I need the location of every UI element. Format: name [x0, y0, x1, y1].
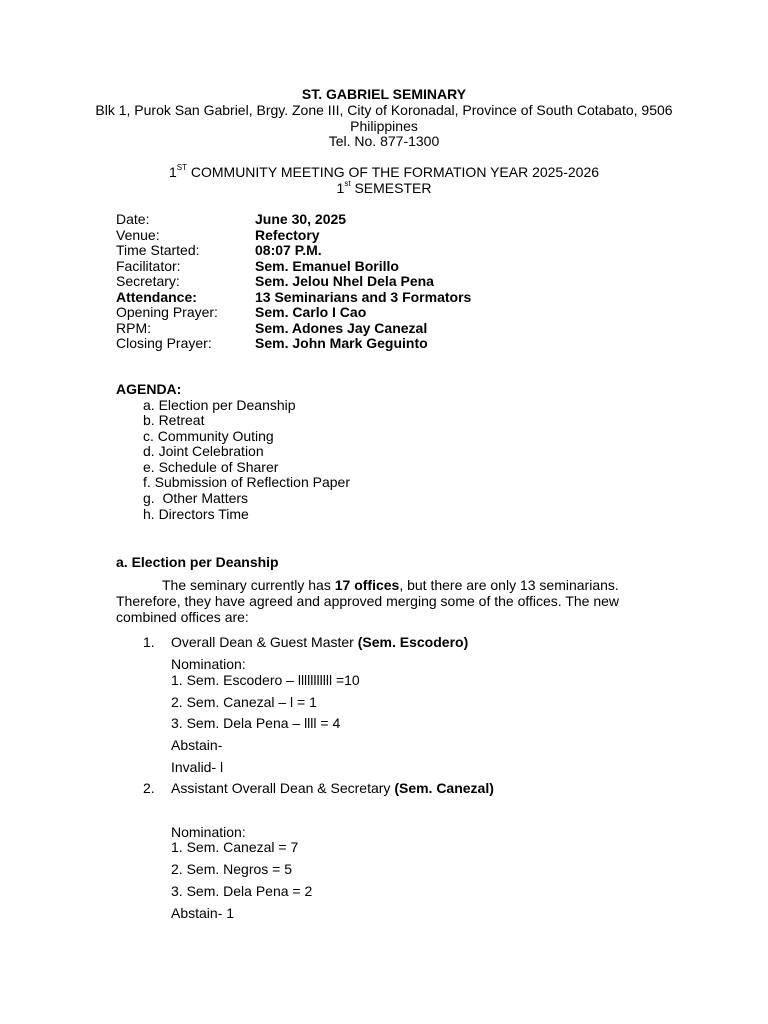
detail-label: Secretary:	[116, 273, 180, 289]
abstain-count: Abstain- 1	[171, 905, 235, 921]
section-a-paragraph: The seminary currently has 17 offices, but there are only 13 seminarians. Therefore, they have agreed and approved merging some of the offices. The new combined offices are:	[116, 577, 620, 625]
office-item-2	[143, 781, 663, 797]
detail-value: 13 Seminarians and 3 Formators	[255, 288, 472, 305]
seminary-telephone: Tel. No. 877-1300	[328, 133, 440, 149]
nominee: 2. Sem. Negros = 5	[171, 861, 293, 877]
detail-row-rpm	[116, 321, 676, 337]
agenda-item: h. Directors Time	[143, 505, 249, 522]
detail-value: Sem. Adones Jay Canezal	[255, 319, 428, 336]
detail-label: Closing Prayer:	[116, 335, 212, 351]
agenda-item: f. Submission of Reflection Paper	[143, 474, 350, 491]
detail-row-venue	[116, 228, 676, 244]
detail-label: Date:	[116, 211, 150, 227]
office-number: 1.	[143, 634, 155, 650]
agenda-item: a. Election per Deanship	[143, 396, 296, 413]
agenda-item: e. Schedule of Sharer	[143, 458, 279, 475]
office-title: Overall Dean & Guest Master	[171, 634, 358, 650]
agenda-item: g. Other Matters	[143, 490, 249, 507]
detail-row-date	[116, 212, 676, 228]
nomination-label: Nomination:	[171, 656, 246, 672]
office-elected: (Sem. Canezal)	[394, 780, 494, 796]
agenda-item: b. Retreat	[143, 412, 205, 429]
detail-row-secretary	[116, 274, 676, 290]
detail-label: Facilitator:	[116, 257, 181, 274]
detail-label: Time Started:	[116, 242, 200, 258]
agenda-item: d. Joint Celebration	[143, 443, 264, 460]
agenda-heading: AGENDA:	[116, 381, 182, 397]
seminary-address-line2: Philippines	[350, 118, 418, 134]
detail-row-facilitator	[116, 259, 676, 275]
nominee: 3. Sem. Dela Pena – llll = 4	[171, 715, 341, 731]
meeting-details	[116, 212, 676, 352]
section-a-heading: a. Election per Deanship	[116, 554, 279, 570]
detail-row-opening-prayer	[116, 305, 676, 321]
meeting-title: 1ST COMMUNITY MEETING OF THE FORMATION YEAR 2025-2026	[168, 163, 600, 180]
nominee: 3. Sem. Dela Pena = 2	[171, 883, 313, 899]
detail-label: Attendance:	[116, 288, 197, 305]
invalid-count: Invalid- l	[171, 759, 224, 775]
nominee: 1. Sem. Canezal = 7	[171, 839, 299, 855]
nomination-label: Nomination:	[171, 824, 246, 840]
detail-value: Sem. Carlo I Cao	[255, 304, 367, 320]
seminary-name: ST. GABRIEL SEMINARY	[301, 86, 467, 102]
detail-value: Sem. John Mark Geguinto	[255, 335, 428, 351]
office-number: 2.	[143, 780, 155, 796]
agenda-item: c. Community Outing	[143, 427, 274, 444]
detail-value: Sem. Jelou Nhel Dela Pena	[255, 273, 434, 289]
detail-value: Refectory	[255, 226, 320, 243]
detail-label: Venue:	[116, 226, 160, 243]
seminary-address-line1: Blk 1, Purok San Gabriel, Brgy. Zone III, City of Koronadal, Province of South Cotabato, 9506	[95, 102, 673, 118]
office-elected: (Sem. Escodero)	[357, 634, 469, 650]
agenda-section	[116, 382, 676, 522]
nominee: 2. Sem. Canezal – l = 1	[171, 694, 317, 710]
detail-row-attendance	[116, 290, 676, 306]
office-item-1	[143, 635, 663, 651]
detail-value: June 30, 2025	[255, 211, 347, 227]
detail-label: Opening Prayer:	[116, 304, 218, 320]
abstain-count: Abstain-	[171, 737, 223, 753]
meeting-semester: 1st SEMESTER	[336, 179, 432, 196]
detail-row-time-started	[116, 243, 676, 259]
detail-value: Sem. Emanuel Borillo	[255, 257, 399, 274]
detail-value: 08:07 P.M.	[255, 242, 322, 258]
detail-row-closing-prayer	[116, 336, 676, 352]
detail-label: RPM:	[116, 319, 151, 336]
nominee: 1. Sem. Escodero – lllllllllll =10	[171, 672, 360, 688]
office-title: Assistant Overall Dean & Secretary	[171, 780, 395, 796]
